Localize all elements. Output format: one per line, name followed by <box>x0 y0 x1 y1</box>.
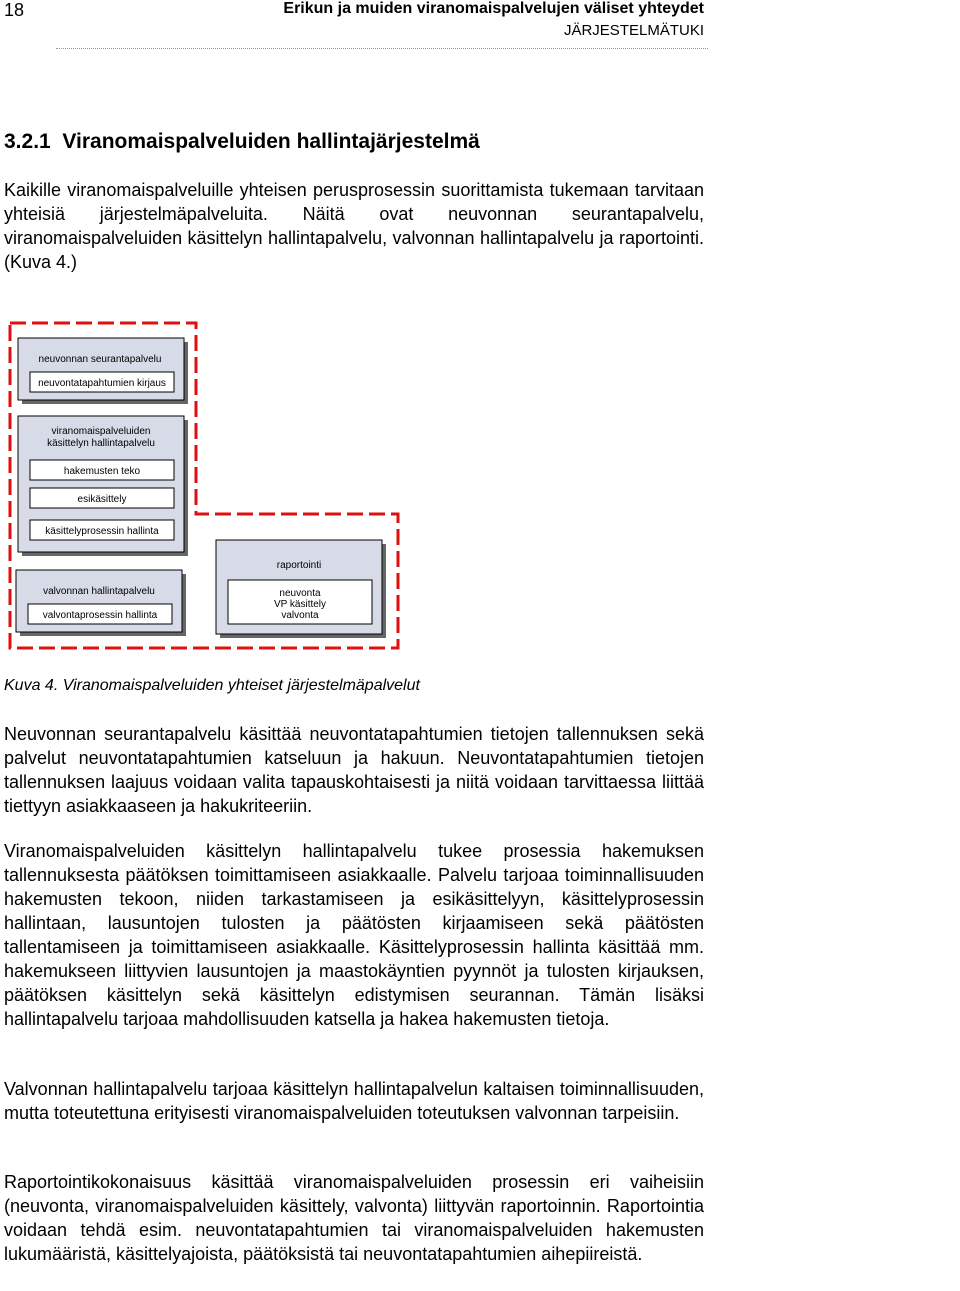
intro-paragraph: Kaikille viranomaispalveluille yhteisen perusprosessin suorittamista tukemaan tarvitaan yhteisiä järjestelmäpalveluita. Näitä ovat neuvonnan seurantapalvelu, viranomaispalveluiden käsittelyn hallintapalvelu, valvonnan hallintapalvelu ja raportointi. (Kuva 4.) <box>4 180 704 272</box>
valvonta-item: valvontaprosessin hallinta <box>42 610 158 621</box>
kasittely-item-2: esikäsittely <box>77 494 127 505</box>
box-raportointi <box>216 540 386 638</box>
raportointi-item-3: valvonta <box>281 610 319 621</box>
raportointi-item-2: VP käsittely <box>273 599 327 610</box>
kasittely-title-1: viranomaispalveluiden <box>51 426 151 437</box>
paragraph-neuvonta: Neuvonnan seurantapalvelu käsittää neuvontatapahtumien tietojen tallennuksen sekä palvelut neuvontatapahtumien katseluun ja hakuun. Neuvontatapahtumien tietojen tallennuksen laajuus voidaan valita tapauskohtaisesti ja niitä voidaan tarvittaessa liittää tiettyyn asiakkaaseen ja hakukriteeriin. <box>4 724 704 816</box>
kasittely-item-3: käsittelyprosessin hallinta <box>45 526 159 537</box>
paragraph-kasittely: Viranomaispalveluiden käsittelyn hallintapalvelu tukee prosessia hakemuksen tallennuksesta päätöksen toimittamiseen asiakkaalle. Palvelu tarjoaa toiminnallisuuden hakemusten tekoon, niiden tarkastamiseen ja esikäsittelyyn, käsittelyprosessin hallintaan, lausuntojen tulosten ja päätösten kirjaamiseen sekä päätösten tallentamiseen ja toimittamiseen asiakkaalle. Käsittelyprosessin hallinta käsittää mm. hakemukseen liittyvien lausuntojen ja maastokäyntien pyynnöt ja tulosten kirjauksen, päätöksen käsittelyn sekä käsittelyn edistymisen seurannan. Tämän lisäksi hallintapalvelu tarjoaa mahdollisuuden katsella ja hakea hakemusten tietoja. <box>4 841 704 1029</box>
neuvonta-item: neuvontatapahtumien kirjaus <box>38 378 166 389</box>
neuvonta-title: neuvonnan seurantapalvelu <box>38 354 162 365</box>
paragraph-valvonta: Valvonnan hallintapalvelu tarjoaa käsittelyn hallintapalvelun kaltaisen toiminnallisuuden, mutta toteutettuna erityisesti viranomaispalveluiden toteutuksen valvonnan tarpeisiin. <box>4 1079 704 1123</box>
box-kasittely <box>18 416 188 556</box>
kasittely-title-2: käsittelyn hallintapalvelu <box>47 438 155 449</box>
raportointi-item-1: neuvonta <box>279 588 321 599</box>
section-heading: 3.2.1 Viranomaispalveluiden hallintajärjestelmä <box>4 130 480 153</box>
figure-caption: Kuva 4. Viranomaispalveluiden yhteiset järjestelmäpalvelut <box>4 677 420 694</box>
raportointi-title: raportointi <box>276 560 322 571</box>
valvonta-title: valvonnan hallintapalvelu <box>43 586 155 597</box>
system-services-diagram <box>0 318 420 658</box>
running-header-subtitle: JÄRJESTELMÄTUKI <box>563 22 704 39</box>
page-number: 18 <box>4 0 25 20</box>
paragraph-raportointi: Raportointikokonaisuus käsittää viranomaispalveluiden prosessin eri vaiheisiin (neuvonta, viranomaispalveluiden käsittely, valvonta) liittyvän raportoinnin. Raportointia voidaan tehdä esim. neuvontatapahtumien tai viranomaispalveluiden hakemusten lukumääristä, käsittelyajoista, päätöksistä tai neuvontatapahtumien aihepiireistä. <box>4 1172 704 1264</box>
kasittely-item-1: hakemusten teko <box>63 466 141 477</box>
header-divider <box>56 48 708 49</box>
running-header-title: Erikun ja muiden viranomaispalvelujen väliset yhteydet <box>283 0 704 17</box>
box-neuvonta <box>18 338 188 404</box>
box-valvonta <box>16 570 186 636</box>
